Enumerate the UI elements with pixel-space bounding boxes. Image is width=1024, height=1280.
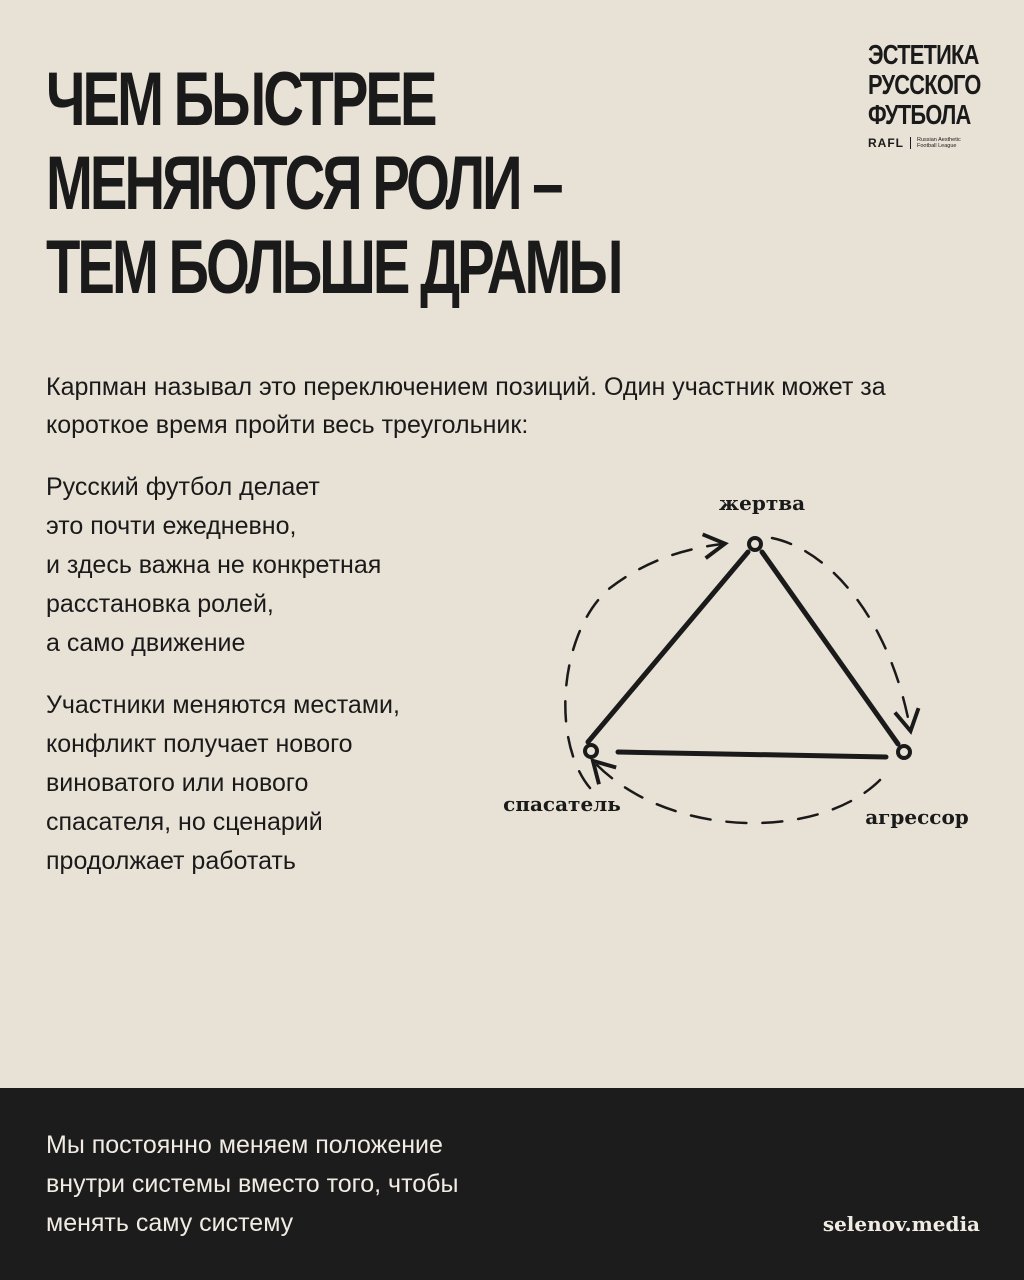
rescuer-label: спасатель [503, 792, 621, 816]
site-link[interactable]: selenov.media [822, 1212, 980, 1236]
paragraph-line: это почти ежедневно, [46, 512, 297, 540]
paragraph-line: расстановка ролей, [46, 590, 274, 618]
rescuer-node [585, 745, 597, 757]
intro-text: Карпман называл это переключением позиций. Один участник может за короткое время пройти весь треугольник: [46, 373, 886, 439]
logo-subtitle [917, 137, 961, 149]
logo-title [868, 39, 981, 130]
logo-title-line: ЭСТЕТИКА [868, 39, 979, 70]
footer-line: менять саму систему [46, 1209, 294, 1237]
paragraph-line: и здесь важна не конкретная [46, 551, 382, 579]
paragraph-daily [46, 468, 506, 663]
logo-subtitle-line: Football League [917, 143, 957, 149]
logo-divider [910, 137, 911, 149]
footer-quote [46, 1126, 746, 1243]
paragraph-line: конфликт получает нового [46, 730, 353, 758]
logo-title-line: РУССКОГО [868, 69, 981, 100]
triangle-edge-bottom [618, 752, 886, 757]
footer-banner [0, 1088, 1024, 1280]
paragraph-line: Участники меняются местами, [46, 691, 400, 719]
paragraph-line: спасателя, но сценарий [46, 808, 323, 836]
logo-subline [868, 136, 980, 150]
paragraph-line: а само движение [46, 629, 246, 657]
paragraph-line: продолжает работать [46, 847, 296, 875]
paragraph-line: виноватого или нового [46, 769, 309, 797]
triangle-edge-left [588, 552, 748, 742]
aggressor-node [898, 746, 910, 758]
headline-line: МЕНЯЮТСЯ РОЛИ – [46, 141, 561, 226]
headline [46, 57, 621, 310]
footer-line: Мы постоянно меняем положение [46, 1131, 443, 1159]
headline-line: ЧЕМ БЫСТРЕЕ [46, 57, 435, 142]
cycle-arc-right [772, 538, 910, 728]
logo-mark: RAFL [868, 136, 904, 150]
victim-label: жертва [718, 491, 806, 515]
paragraph-line: Русский футбол делает [46, 473, 320, 501]
footer-line: внутри системы вместо того, чтобы [46, 1170, 459, 1198]
victim-node [749, 538, 761, 550]
aggressor-label: агрессор [865, 805, 969, 829]
paragraph-roles [46, 686, 506, 881]
headline-line: ТЕМ БОЛЬШЕ ДРАМЫ [46, 225, 621, 310]
logo-subtitle-line: Russian Aesthetic [917, 137, 961, 143]
karpman-triangle-diagram [490, 470, 990, 850]
brand-logo [868, 40, 980, 150]
cycle-arc-bottom [595, 763, 880, 823]
logo-title-line: ФУТБОЛА [868, 99, 971, 130]
triangle-edge-right [762, 552, 898, 744]
